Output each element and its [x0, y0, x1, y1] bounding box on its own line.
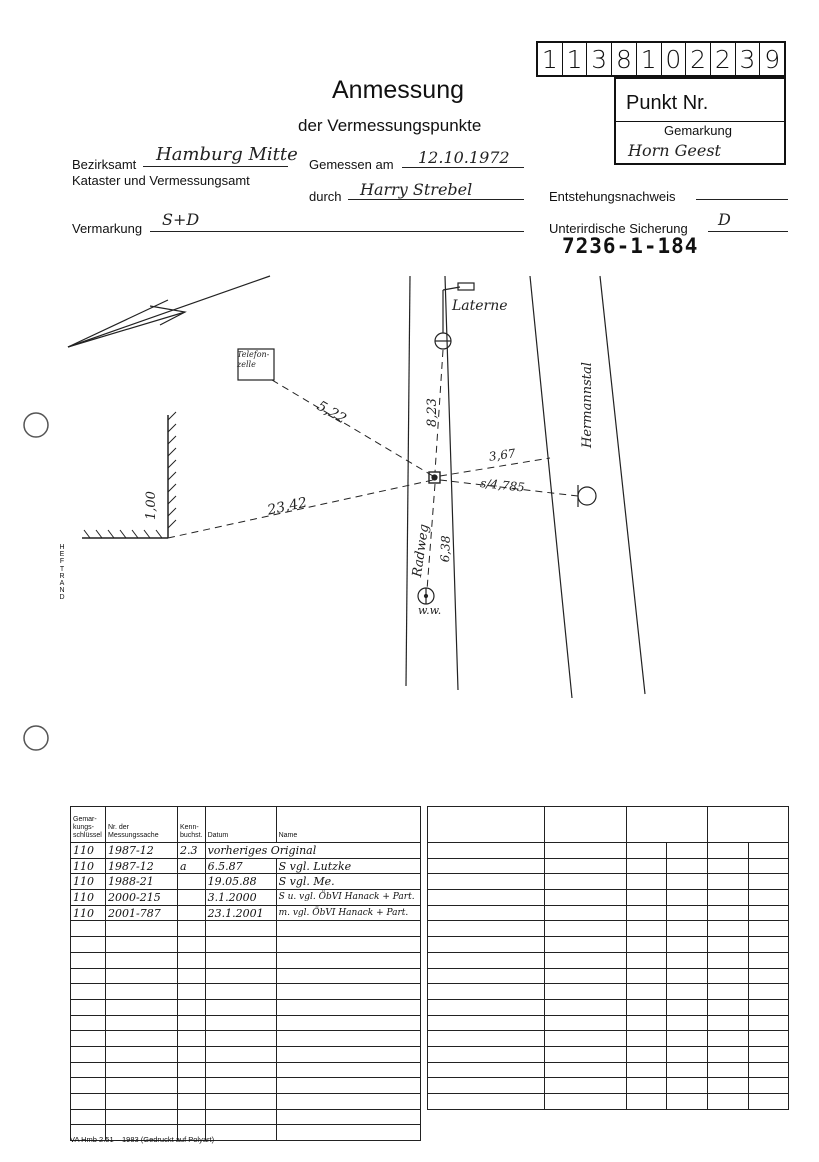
cell[interactable] — [667, 937, 708, 953]
cell[interactable]: 2000-215 — [106, 890, 178, 906]
punch-hole-icon — [24, 413, 48, 437]
cell[interactable] — [708, 968, 749, 984]
cell[interactable] — [71, 1031, 106, 1047]
table-row — [428, 890, 789, 906]
distance-label: 3,67 — [488, 446, 517, 464]
cell[interactable] — [106, 921, 178, 937]
cell[interactable] — [545, 937, 627, 953]
cell[interactable] — [749, 968, 789, 984]
cell[interactable] — [205, 921, 276, 937]
cell[interactable] — [708, 843, 749, 859]
form-footer: VA Hmb 2.51 – 1983 (Gedruckt auf Polyart) — [70, 1135, 215, 1144]
table-row — [428, 874, 789, 890]
form-title: Anmessung — [332, 76, 465, 104]
cell[interactable] — [545, 858, 627, 874]
cell[interactable] — [276, 952, 420, 968]
punkt-digit: 9 — [764, 45, 781, 74]
cell[interactable] — [667, 1031, 708, 1047]
table-row — [428, 968, 789, 984]
entstehung-label: Entstehungsnachweis — [549, 189, 676, 204]
cell[interactable] — [106, 1094, 178, 1110]
table-row — [71, 890, 421, 906]
table-row — [71, 984, 421, 1000]
cell[interactable] — [178, 874, 206, 890]
cell[interactable] — [276, 1109, 420, 1125]
cell[interactable] — [276, 999, 420, 1015]
cell[interactable] — [276, 984, 420, 1000]
cell[interactable] — [627, 1094, 667, 1110]
cell[interactable] — [667, 1062, 708, 1078]
punkt-digit: 1 — [538, 43, 563, 75]
cell[interactable] — [627, 874, 667, 890]
cell[interactable] — [428, 968, 545, 984]
cell[interactable] — [71, 984, 106, 1000]
cell[interactable] — [106, 968, 178, 984]
hydrant-icon — [578, 485, 596, 507]
cell[interactable] — [106, 1015, 178, 1031]
bezirksamt-value[interactable]: Hamburg Mitte — [156, 144, 298, 165]
cell[interactable] — [708, 999, 749, 1015]
col-header-text: Datum — [207, 832, 229, 839]
col-header-text: Kenn- buchst. — [180, 824, 203, 839]
col-header — [708, 807, 789, 843]
cell[interactable] — [178, 1031, 206, 1047]
cell[interactable]: 3.1.2000 — [205, 890, 276, 906]
cell[interactable] — [276, 1046, 420, 1062]
cell[interactable] — [627, 999, 667, 1015]
cell[interactable] — [545, 1094, 627, 1110]
cell[interactable] — [276, 937, 420, 953]
cell[interactable] — [205, 937, 276, 953]
cell[interactable] — [627, 1062, 667, 1078]
cell[interactable] — [749, 1046, 789, 1062]
cell[interactable] — [178, 1062, 206, 1078]
punkt-digit: 2 — [711, 43, 736, 75]
cell[interactable] — [71, 1094, 106, 1110]
cell[interactable] — [106, 937, 178, 953]
cell[interactable]: 19.05.88 — [205, 874, 276, 890]
cell[interactable] — [667, 921, 708, 937]
col-header — [428, 807, 545, 843]
cell[interactable] — [106, 952, 178, 968]
record-table-left — [70, 806, 421, 1141]
cell[interactable] — [106, 999, 178, 1015]
distance-label: 6,38 — [438, 535, 453, 563]
cell[interactable] — [205, 1078, 276, 1094]
cell[interactable]: m. vgl. ÖbVI Hanack + Part. — [276, 905, 420, 921]
table-row — [71, 1109, 421, 1125]
cell[interactable] — [428, 1062, 545, 1078]
cell[interactable] — [667, 984, 708, 1000]
cell[interactable] — [667, 1094, 708, 1110]
distance-label: 1,00 — [144, 491, 159, 520]
distance-label: s/4,785 — [479, 476, 526, 495]
table-row — [428, 984, 789, 1000]
telefonzelle-label: Telefon- zelle — [237, 350, 270, 369]
cell[interactable]: S u. vgl. ÖbVI Hanack + Part. — [276, 890, 420, 906]
cell[interactable] — [749, 843, 789, 859]
table-row — [71, 999, 421, 1015]
distance-label: 23,42 — [266, 494, 309, 519]
cell[interactable]: vorheriges Original — [205, 843, 420, 859]
sicherung-value[interactable]: D — [718, 210, 731, 229]
cell[interactable] — [178, 1109, 206, 1125]
distance-label: 8,23 — [425, 398, 440, 427]
cell[interactable] — [627, 937, 667, 953]
table-row — [71, 1062, 421, 1078]
bezirksamt-label: Bezirksamt — [72, 157, 137, 172]
cell[interactable] — [545, 874, 627, 890]
cell[interactable] — [71, 1078, 106, 1094]
ww-label: w.w. — [418, 604, 442, 617]
cell[interactable] — [708, 921, 749, 937]
table-row — [428, 921, 789, 937]
cell[interactable] — [428, 937, 545, 953]
cell[interactable] — [205, 1062, 276, 1078]
cell[interactable] — [627, 890, 667, 906]
cell[interactable] — [627, 843, 667, 859]
cell[interactable] — [205, 984, 276, 1000]
cell[interactable] — [106, 1078, 178, 1094]
punkt-digit: 3 — [736, 43, 761, 75]
cell[interactable] — [276, 921, 420, 937]
cell[interactable]: 110 — [71, 890, 106, 906]
cell[interactable] — [667, 874, 708, 890]
col-header — [71, 807, 106, 843]
cell[interactable] — [667, 890, 708, 906]
cell[interactable] — [667, 1078, 708, 1094]
road-line — [406, 276, 410, 686]
road-line — [530, 276, 572, 698]
cell[interactable] — [545, 1046, 627, 1062]
col-header — [178, 807, 206, 843]
cell[interactable] — [708, 1062, 749, 1078]
col-header-text: Gemar- kungs- schlüssel — [73, 816, 102, 839]
table-row — [428, 1078, 789, 1094]
col-header-text: Name — [278, 832, 298, 839]
cell[interactable] — [71, 1109, 106, 1125]
cell[interactable]: 110 — [71, 843, 106, 859]
kataster-label: Kataster und Vermessungsamt — [72, 173, 250, 188]
road-line — [600, 276, 645, 694]
cell[interactable] — [627, 1078, 667, 1094]
table-header-row — [71, 807, 421, 843]
reference-code: 7236-1-184 — [562, 234, 699, 258]
cell[interactable] — [545, 999, 627, 1015]
table-row — [71, 937, 421, 953]
cell[interactable] — [106, 1031, 178, 1047]
cell[interactable] — [276, 968, 420, 984]
cell[interactable] — [178, 1015, 206, 1031]
cell[interactable] — [276, 1031, 420, 1047]
gemessen-label: Gemessen am — [309, 157, 394, 172]
record-table-right — [427, 806, 789, 1110]
cell[interactable] — [178, 999, 206, 1015]
cell[interactable] — [178, 890, 206, 906]
punkt-digit: 2 — [686, 43, 711, 75]
cell[interactable] — [708, 1078, 749, 1094]
cell[interactable] — [749, 952, 789, 968]
cell[interactable] — [545, 905, 627, 921]
punkt-digit: 0 — [662, 43, 687, 75]
cell[interactable] — [428, 890, 545, 906]
laterne-icon — [435, 283, 474, 349]
cell[interactable]: 2.3 — [178, 843, 206, 859]
col-header — [276, 807, 420, 843]
cell[interactable] — [545, 952, 627, 968]
cell[interactable] — [205, 952, 276, 968]
cell[interactable] — [749, 937, 789, 953]
cell[interactable] — [667, 843, 708, 859]
table-row — [428, 1015, 789, 1031]
cell[interactable] — [428, 1046, 545, 1062]
cell[interactable] — [708, 1031, 749, 1047]
table-row — [71, 843, 421, 859]
cell[interactable] — [276, 1125, 420, 1141]
cell[interactable] — [428, 1094, 545, 1110]
cell[interactable] — [71, 1015, 106, 1031]
cell[interactable] — [178, 968, 206, 984]
cell[interactable] — [178, 921, 206, 937]
cell[interactable]: 2001-787 — [106, 905, 178, 921]
col-header — [627, 807, 708, 843]
table-header-row — [428, 807, 789, 843]
punkt-digit: 1 — [563, 43, 588, 75]
cell[interactable]: 110 — [71, 858, 106, 874]
cell[interactable] — [749, 890, 789, 906]
cell[interactable] — [708, 1094, 749, 1110]
cell[interactable] — [667, 1015, 708, 1031]
cell[interactable] — [749, 921, 789, 937]
durch-value[interactable]: Harry Strebel — [360, 180, 473, 199]
table-row — [71, 921, 421, 937]
cell[interactable] — [708, 984, 749, 1000]
cell[interactable] — [749, 1094, 789, 1110]
cell[interactable] — [428, 843, 545, 859]
cell[interactable] — [71, 952, 106, 968]
cell[interactable] — [178, 1046, 206, 1062]
cell[interactable] — [71, 937, 106, 953]
table-row — [71, 968, 421, 984]
vermarkung-value[interactable]: S+D — [162, 210, 200, 229]
punkt-digit: 3 — [587, 43, 612, 75]
cell[interactable] — [627, 921, 667, 937]
cell[interactable]: a — [178, 858, 206, 874]
cell[interactable] — [708, 937, 749, 953]
col-header — [545, 807, 627, 843]
cell[interactable] — [627, 1046, 667, 1062]
cell[interactable]: S vgl. Me. — [276, 874, 420, 890]
cell[interactable] — [276, 1078, 420, 1094]
table-row — [71, 1015, 421, 1031]
cell[interactable] — [667, 1046, 708, 1062]
cell[interactable]: 110 — [71, 905, 106, 921]
gemarkung-value[interactable]: Horn Geest — [628, 141, 721, 160]
cell[interactable]: 6.5.87 — [205, 858, 276, 874]
cell[interactable] — [627, 952, 667, 968]
table-row — [71, 952, 421, 968]
radweg-label: Radweg — [410, 523, 433, 579]
cell[interactable] — [205, 1125, 276, 1141]
cell[interactable]: 1988-21 — [106, 874, 178, 890]
vermarkung-label: Vermarkung — [72, 221, 143, 236]
cell[interactable] — [545, 1015, 627, 1031]
cell[interactable]: 1987-12 — [106, 858, 178, 874]
cell[interactable] — [749, 858, 789, 874]
cell[interactable] — [708, 890, 749, 906]
cell[interactable] — [708, 1015, 749, 1031]
heftrand-text: HEFTRAND — [59, 544, 65, 602]
cell[interactable] — [205, 1046, 276, 1062]
cell[interactable] — [545, 890, 627, 906]
cell[interactable]: S vgl. Lutzke — [276, 858, 420, 874]
cell[interactable] — [667, 905, 708, 921]
cell[interactable] — [545, 984, 627, 1000]
table-row — [71, 874, 421, 890]
cell[interactable] — [71, 1046, 106, 1062]
cell[interactable]: 1987-12 — [106, 843, 178, 859]
cell[interactable] — [178, 984, 206, 1000]
table-row — [428, 1046, 789, 1062]
cell[interactable] — [106, 1046, 178, 1062]
cell[interactable] — [708, 874, 749, 890]
punch-hole-icon — [24, 726, 48, 750]
cell[interactable] — [627, 858, 667, 874]
table-row — [71, 1046, 421, 1062]
table-row — [428, 1031, 789, 1047]
table-row — [428, 843, 789, 859]
cell[interactable] — [205, 1109, 276, 1125]
distance-label: 5,22 — [314, 398, 349, 428]
cell[interactable] — [428, 905, 545, 921]
sicherung-label: Unterirdische Sicherung — [549, 221, 688, 236]
cell[interactable] — [545, 843, 627, 859]
table-row — [428, 905, 789, 921]
table-row — [428, 952, 789, 968]
cell[interactable] — [428, 984, 545, 1000]
cell[interactable] — [428, 1015, 545, 1031]
cell[interactable] — [205, 1094, 276, 1110]
cell[interactable] — [205, 999, 276, 1015]
cell[interactable] — [749, 1015, 789, 1031]
cell[interactable] — [627, 905, 667, 921]
cell[interactable] — [276, 1062, 420, 1078]
hermannstal-label: Hermannstal — [580, 362, 595, 448]
cell[interactable] — [545, 968, 627, 984]
cell[interactable] — [205, 968, 276, 984]
table-row — [428, 937, 789, 953]
cell[interactable] — [545, 1031, 627, 1047]
cell[interactable] — [178, 952, 206, 968]
cell[interactable] — [106, 1062, 178, 1078]
cell[interactable] — [545, 1078, 627, 1094]
cell[interactable] — [106, 984, 178, 1000]
cell[interactable] — [428, 874, 545, 890]
cell[interactable] — [749, 1031, 789, 1047]
cell[interactable] — [178, 937, 206, 953]
cell[interactable] — [627, 968, 667, 984]
cell[interactable] — [71, 921, 106, 937]
cell[interactable] — [749, 1062, 789, 1078]
cell[interactable] — [428, 1031, 545, 1047]
table-row — [428, 1094, 789, 1110]
table-row — [71, 1078, 421, 1094]
cell[interactable] — [276, 1094, 420, 1110]
gemarkung-label: Gemarkung — [664, 123, 732, 138]
cell[interactable] — [749, 999, 789, 1015]
ww-icon — [418, 588, 434, 604]
col-header — [205, 807, 276, 843]
cell[interactable] — [178, 1078, 206, 1094]
cell[interactable]: 110 — [71, 874, 106, 890]
table-row — [428, 858, 789, 874]
north-arrow-icon — [68, 276, 270, 347]
cell[interactable] — [545, 921, 627, 937]
col-header — [106, 807, 178, 843]
road-line — [445, 276, 458, 690]
cell[interactable] — [749, 874, 789, 890]
cell[interactable] — [667, 968, 708, 984]
cell[interactable] — [106, 1109, 178, 1125]
cell[interactable] — [627, 984, 667, 1000]
punkt-digit: 1 — [637, 43, 662, 75]
punkt-digit: 8 — [612, 43, 637, 75]
table-row — [71, 858, 421, 874]
cell[interactable] — [667, 952, 708, 968]
cell[interactable] — [708, 952, 749, 968]
cell[interactable] — [749, 984, 789, 1000]
table-row — [428, 1062, 789, 1078]
punkt-title: Punkt Nr. — [626, 92, 709, 114]
cell[interactable] — [708, 858, 749, 874]
cell[interactable] — [627, 1015, 667, 1031]
cell[interactable] — [428, 858, 545, 874]
durch-label: durch — [309, 189, 342, 204]
cell[interactable] — [178, 1094, 206, 1110]
cell[interactable] — [667, 999, 708, 1015]
cell[interactable] — [545, 1062, 627, 1078]
cell[interactable] — [71, 999, 106, 1015]
cell[interactable] — [276, 1015, 420, 1031]
cell[interactable] — [71, 968, 106, 984]
cell[interactable] — [428, 1078, 545, 1094]
table-row — [71, 1094, 421, 1110]
cell[interactable] — [205, 1031, 276, 1047]
table-row — [71, 905, 421, 921]
form-subtitle: der Vermessungspunkte — [298, 116, 482, 135]
cell[interactable] — [708, 1046, 749, 1062]
cell[interactable] — [428, 999, 545, 1015]
cell[interactable]: 23.1.2001 — [205, 905, 276, 921]
table-row — [71, 1031, 421, 1047]
cell[interactable] — [205, 1015, 276, 1031]
laterne-label: Laterne — [452, 298, 508, 314]
col-header-text: Nr. der Messungssache — [108, 824, 159, 839]
cell[interactable] — [178, 905, 206, 921]
cell[interactable] — [708, 905, 749, 921]
cell[interactable] — [627, 1031, 667, 1047]
cell[interactable] — [428, 952, 545, 968]
cell[interactable] — [749, 1078, 789, 1094]
cell[interactable] — [749, 905, 789, 921]
cell[interactable] — [71, 1062, 106, 1078]
cell[interactable] — [428, 921, 545, 937]
cell[interactable] — [667, 858, 708, 874]
table-row — [428, 999, 789, 1015]
gemessen-value[interactable]: 12.10.1972 — [418, 148, 510, 167]
